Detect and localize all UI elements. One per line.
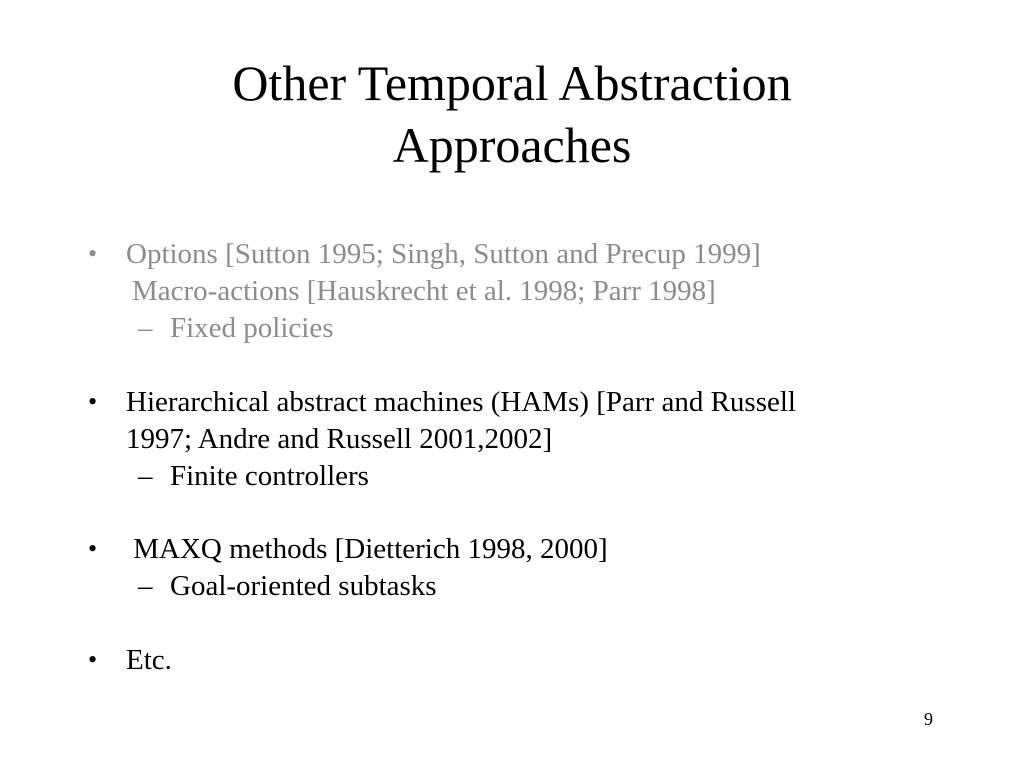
sub-bullet-marker: – bbox=[138, 312, 153, 344]
bullet-text-line: Options [Sutton 1995; Singh, Sutton and Precup 1999] bbox=[126, 238, 761, 270]
slide-title-line-2: Approaches bbox=[392, 117, 632, 173]
page-number: 9 bbox=[924, 709, 933, 729]
bullet-marker: • bbox=[88, 534, 98, 563]
bullet-text-line: 1997; Andre and Russell 2001,2002] bbox=[126, 423, 553, 455]
sub-bullet-text: Goal-oriented subtasks bbox=[170, 570, 437, 602]
sub-bullet-marker: – bbox=[138, 460, 153, 492]
slide-title bbox=[0, 52, 1024, 176]
bullet-marker: • bbox=[88, 645, 98, 674]
bullet-text-line: Hierarchical abstract machines (HAMs) [Parr and Russell bbox=[126, 386, 796, 418]
bullet-marker: • bbox=[88, 387, 98, 416]
bullet-text-line: Macro-actions [Hauskrecht et al. 1998; Parr 1998] bbox=[132, 275, 716, 307]
sub-bullet-text: Finite controllers bbox=[170, 460, 369, 492]
sub-bullet-marker: – bbox=[138, 570, 153, 602]
bullet-text-line: Etc. bbox=[126, 644, 172, 676]
slide-title-line-1: Other Temporal Abstraction bbox=[232, 55, 792, 111]
bullet-text-line: MAXQ methods [Dietterich 1998, 2000] bbox=[126, 533, 608, 565]
sub-bullet-text: Fixed policies bbox=[170, 312, 334, 344]
bullet-marker: • bbox=[88, 239, 98, 268]
